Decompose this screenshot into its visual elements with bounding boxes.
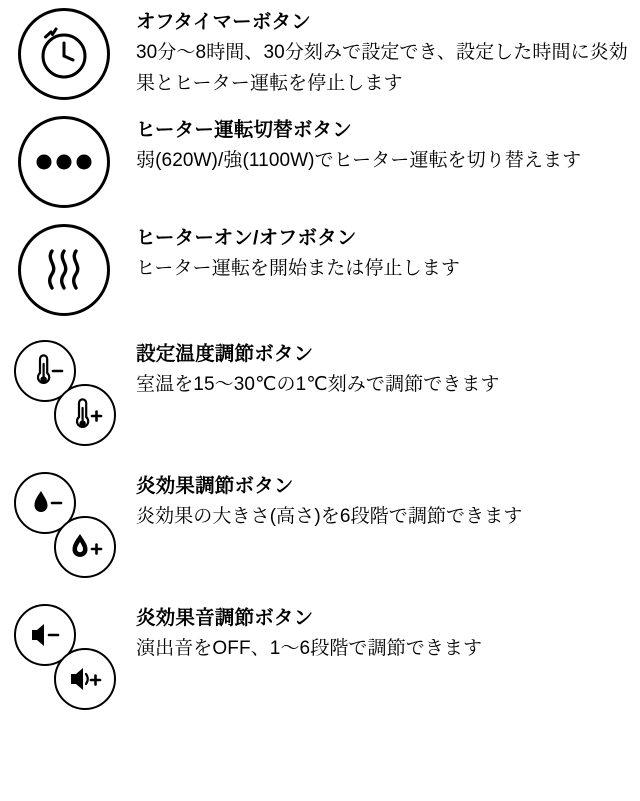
- heater-onoff-button-icon: [18, 224, 110, 316]
- text-cell-offtimer: [136, 6, 630, 99]
- icon-cell-offtimer: [10, 6, 136, 100]
- speaker-minus-icon: [23, 618, 67, 652]
- sound-description: 演出音をOFF、1〜6段階で調節できます: [136, 638, 483, 659]
- guide-row-temperature: [10, 338, 630, 458]
- text-cell-sound: [136, 602, 630, 664]
- text-cell-heater-onoff: [136, 222, 630, 284]
- temperature-button-pair: [12, 338, 130, 458]
- thermometer-plus-icon: [63, 395, 107, 435]
- offtimer-title: オフタイマーボタン: [136, 11, 311, 33]
- offtimer-description: 30分〜8時間、30分刻みで設定でき、設定した時間に炎効果とヒーター運転を停止します: [136, 42, 628, 94]
- clock-icon: [35, 25, 93, 83]
- heater-mode-description: 弱(620W)/強(1100W)でヒーター運転を切り替えます: [136, 150, 582, 171]
- guide-row-sound: [10, 602, 630, 722]
- icon-cell-temperature: [10, 338, 136, 458]
- text-cell-heater-mode: [136, 114, 630, 176]
- offtimer-button-icon: [18, 8, 110, 100]
- sound-up-button-icon: [54, 648, 116, 710]
- guide-row-offtimer: [10, 6, 630, 100]
- flame-description: 炎効果の大きさ(高さ)を6段階で調節できます: [136, 506, 523, 527]
- flame-title: 炎効果調節ボタン: [136, 475, 294, 497]
- icon-cell-heater-onoff: [10, 222, 136, 316]
- flame-minus-icon: [23, 485, 67, 521]
- temperature-title: 設定温度調節ボタン: [136, 343, 314, 365]
- heat-waves-icon: [36, 243, 92, 297]
- speaker-plus-icon: [63, 662, 107, 696]
- sound-button-pair: [12, 602, 130, 722]
- icon-cell-sound: [10, 602, 136, 722]
- flame-plus-icon: [63, 529, 107, 565]
- temperature-description: 室温を15〜30℃の1℃刻みで調節できます: [136, 374, 500, 395]
- guide-row-heater-mode: [10, 114, 630, 208]
- heater-onoff-description: ヒーター運転を開始または停止します: [136, 258, 460, 279]
- text-cell-flame: [136, 470, 630, 532]
- guide-row-heater-onoff: [10, 222, 630, 316]
- heater-onoff-title: ヒーターオン/オフボタン: [136, 227, 357, 249]
- icon-cell-flame: [10, 470, 136, 590]
- flame-button-pair: [12, 470, 130, 590]
- temperature-up-button-icon: [54, 384, 116, 446]
- three-dots-icon: [33, 150, 95, 174]
- sound-title: 炎効果音調節ボタン: [136, 607, 314, 629]
- guide-row-flame: [10, 470, 630, 590]
- heater-mode-title: ヒーター運転切替ボタン: [136, 119, 352, 141]
- thermometer-icon: [23, 351, 67, 391]
- text-cell-temperature: [136, 338, 630, 400]
- flame-up-button-icon: [54, 516, 116, 578]
- icon-cell-heater-mode: [10, 114, 136, 208]
- heater-mode-button-icon: [18, 116, 110, 208]
